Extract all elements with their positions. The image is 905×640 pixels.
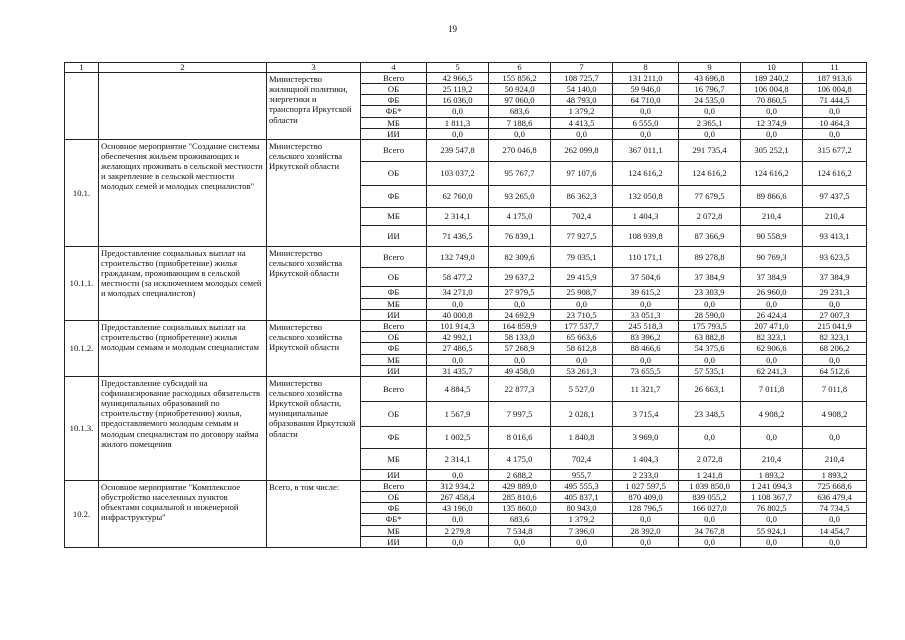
measure-name-cell: Основное мероприятие "Создание системы обеспечения жильем проживающих и желающих проживать в сельской местности и закрепление в сельской местности молодых семей и молодых специалистов" [99,139,267,246]
value-cell: 90 769,3 [741,246,803,267]
value-cell: 4 413,5 [551,117,613,128]
value-cell: 1 404,3 [613,448,679,469]
value-cell: 305 252,1 [741,139,803,161]
value-cell: 175 793,5 [679,321,741,332]
value-cell: 0,0 [551,298,613,309]
value-cell: 106 004,8 [803,84,867,95]
funding-source-cell: ФБ [361,286,427,298]
value-cell: 267 458,4 [427,492,489,503]
funding-source-cell: МБ [361,207,427,225]
value-cell: 4 908,2 [741,401,803,426]
header-row [65,63,867,73]
value-cell: 54 375,6 [679,343,741,354]
value-cell: 24 692,9 [489,309,551,320]
header-cell: 8 [613,63,679,73]
value-cell: 88 466,6 [613,343,679,354]
header-cell: 11 [803,63,867,73]
value-cell: 262 099,8 [551,139,613,161]
value-cell: 5 527,0 [551,376,613,401]
value-cell: 79 035,1 [551,246,613,267]
value-cell: 3 715,4 [613,401,679,426]
header-cell: 2 [99,63,267,73]
measure-name-cell: Предоставление субсидий на софинансирование расходных обязательств муниципальных образований по строительству (приобретению) жилья, предоставляемого молодым семьям и молодым специалистам по договору найма жилого помещения [99,376,267,480]
value-cell: 58 477,2 [427,267,489,286]
header-cell: 9 [679,63,741,73]
value-cell: 7 396,0 [551,525,613,536]
funding-source-cell: ОБ [361,401,427,426]
value-cell: 2 314,1 [427,448,489,469]
executor-cell: Министерство сельского хозяйства Иркутской области [267,321,361,377]
value-cell: 82 323,1 [803,332,867,343]
value-cell: 86 362,3 [551,185,613,207]
value-cell: 43 196,0 [427,503,489,514]
header-cell: 4 [361,63,427,73]
value-cell: 29 231,3 [803,286,867,298]
value-cell: 0,0 [803,298,867,309]
value-cell: 77 927,5 [551,225,613,246]
value-cell: 1 241 094,3 [741,480,803,491]
value-cell: 26 424,4 [741,309,803,320]
measure-name-cell: Предоставление социальных выплат на строительство (приобретение) жилья молодым семьям и молодым специалистам [99,321,267,377]
value-cell: 71 436,5 [427,225,489,246]
value-cell: 2 072,8 [679,448,741,469]
value-cell: 0,0 [803,426,867,448]
value-cell: 59 946,0 [613,84,679,95]
value-cell: 1 027 597,5 [613,480,679,491]
value-cell: 26 960,0 [741,286,803,298]
value-cell: 27 486,5 [427,343,489,354]
value-cell: 3 969,0 [613,426,679,448]
value-cell: 0,0 [741,354,803,365]
value-cell: 1 567,9 [427,401,489,426]
measure-name-cell [99,73,267,140]
value-cell: 870 409,0 [613,492,679,503]
value-cell: 1 404,3 [613,207,679,225]
value-cell: 62 906,6 [741,343,803,354]
header-cell: 6 [489,63,551,73]
executor-cell: Министерство сельского хозяйства Иркутской области [267,246,361,320]
value-cell: 49 458,0 [489,365,551,376]
value-cell: 210,4 [803,448,867,469]
funding-source-cell: ОБ [361,161,427,185]
value-cell: 124 616,2 [679,161,741,185]
value-cell: 82 323,1 [741,332,803,343]
value-cell: 57 535,1 [679,365,741,376]
value-cell: 48 793,0 [551,95,613,106]
value-cell: 239 547,8 [427,139,489,161]
value-cell: 93 265,0 [489,185,551,207]
value-cell: 8 016,6 [489,426,551,448]
value-cell: 636 479,4 [803,492,867,503]
value-cell: 89 278,8 [679,246,741,267]
table-row [65,139,867,161]
value-cell: 210,4 [741,207,803,225]
row-number-cell: 10.1.3. [65,376,99,480]
funding-source-cell: ИИ [361,128,427,139]
value-cell: 58 612,8 [551,343,613,354]
value-cell: 683,6 [489,514,551,525]
value-cell: 187 913,6 [803,73,867,84]
value-cell: 4 884,5 [427,376,489,401]
value-cell: 58 133,0 [489,332,551,343]
value-cell: 54 140,0 [551,84,613,95]
value-cell: 270 046,8 [489,139,551,161]
value-cell: 68 206,2 [803,343,867,354]
value-cell: 128 796,5 [613,503,679,514]
value-cell: 0,0 [613,106,679,117]
table-row [65,480,867,491]
executor-cell: Министерство сельского хозяйства Иркутской области, муниципальные образования Иркутской области [267,376,361,480]
value-cell: 7 011,8 [803,376,867,401]
funding-source-cell: ФБ [361,343,427,354]
header-cell: 3 [267,63,361,73]
value-cell: 2 688,2 [489,469,551,480]
value-cell: 42 966,5 [427,73,489,84]
value-cell: 37 504,6 [613,267,679,286]
measure-name-cell: Предоставление социальных выплат на строительство (приобретение) жилья гражданам, проживающим в сельской местности (за исключением молодых семей и молодых специалистов) [99,246,267,320]
value-cell: 0,0 [679,298,741,309]
value-cell: 26 663,1 [679,376,741,401]
value-cell: 65 663,6 [551,332,613,343]
header-cell: 7 [551,63,613,73]
value-cell: 7 188,6 [489,117,551,128]
table-row [65,376,867,401]
value-cell: 1 241,8 [679,469,741,480]
value-cell: 2 279,8 [427,525,489,536]
value-cell: 166 027,0 [679,503,741,514]
value-cell: 70 860,5 [741,95,803,106]
funding-source-cell: МБ [361,117,427,128]
value-cell: 103 037,2 [427,161,489,185]
value-cell: 124 616,2 [613,161,679,185]
value-cell: 0,0 [427,298,489,309]
value-cell: 0,0 [679,514,741,525]
value-cell: 0,0 [489,298,551,309]
value-cell: 37 384,9 [741,267,803,286]
value-cell: 405 837,1 [551,492,613,503]
value-cell: 25 908,7 [551,286,613,298]
value-cell: 1 811,3 [427,117,489,128]
value-cell: 89 866,6 [741,185,803,207]
value-cell: 1 893,2 [741,469,803,480]
value-cell: 215 041,9 [803,321,867,332]
value-cell: 245 518,3 [613,321,679,332]
value-cell: 0,0 [613,128,679,139]
value-cell: 34 767,8 [679,525,741,536]
funding-source-cell: Всего [361,73,427,84]
table-row [65,321,867,332]
value-cell: 839 055,2 [679,492,741,503]
value-cell: 0,0 [427,106,489,117]
row-number-cell [65,73,99,140]
funding-source-cell: Всего [361,246,427,267]
value-cell: 0,0 [427,514,489,525]
value-cell: 0,0 [613,354,679,365]
value-cell: 131 211,0 [613,73,679,84]
value-cell: 2 028,1 [551,401,613,426]
value-cell: 28 590,0 [679,309,741,320]
budget-table [64,62,867,548]
value-cell: 0,0 [741,426,803,448]
value-cell: 10 464,3 [803,117,867,128]
value-cell: 7 997,5 [489,401,551,426]
value-cell: 312 934,2 [427,480,489,491]
value-cell: 42 992,1 [427,332,489,343]
measure-name-cell: Основное мероприятие "Комплексное обустройство населенных пунктов объектами социальной и инженерной инфраструктуры" [99,480,267,547]
value-cell: 367 011,1 [613,139,679,161]
value-cell: 124 616,2 [803,161,867,185]
value-cell: 0,0 [679,106,741,117]
header-cell: 5 [427,63,489,73]
value-cell: 57 268,9 [489,343,551,354]
header-cell: 1 [65,63,99,73]
table-row [65,73,867,84]
value-cell: 64 710,0 [613,95,679,106]
funding-source-cell: ОБ [361,267,427,286]
value-cell: 37 384,9 [803,267,867,286]
value-cell: 0,0 [741,128,803,139]
value-cell: 210,4 [741,448,803,469]
value-cell: 285 810,6 [489,492,551,503]
value-cell: 27 979,5 [489,286,551,298]
value-cell: 40 000,8 [427,309,489,320]
value-cell: 76 802,5 [741,503,803,514]
executor-cell: Министерство жилищной политики, энергетики и транспорта Иркутской области [267,73,361,140]
value-cell: 106 004,8 [741,84,803,95]
value-cell: 0,0 [741,298,803,309]
value-cell: 62 760,0 [427,185,489,207]
value-cell: 39 615,2 [613,286,679,298]
funding-source-cell: МБ [361,298,427,309]
value-cell: 0,0 [551,354,613,365]
value-cell: 683,6 [489,106,551,117]
page-number: 19 [448,24,457,34]
value-cell: 4 175,0 [489,207,551,225]
value-cell: 0,0 [427,469,489,480]
value-cell: 55 924,1 [741,525,803,536]
funding-source-cell: Всего [361,139,427,161]
value-cell: 63 882,8 [679,332,741,343]
value-cell: 291 735,4 [679,139,741,161]
value-cell: 702,4 [551,207,613,225]
funding-source-cell: ОБ [361,332,427,343]
funding-source-cell: МБ [361,525,427,536]
value-cell: 0,0 [613,298,679,309]
value-cell: 0,0 [803,354,867,365]
funding-source-cell: ФБ [361,185,427,207]
value-cell: 135 860,0 [489,503,551,514]
value-cell: 33 051,3 [613,309,679,320]
value-cell: 2 233,0 [613,469,679,480]
value-cell: 37 384,9 [679,267,741,286]
value-cell: 53 261,3 [551,365,613,376]
value-cell: 97 060,0 [489,95,551,106]
value-cell: 0,0 [427,536,489,547]
funding-source-cell: Всего [361,480,427,491]
value-cell: 0,0 [803,514,867,525]
value-cell: 0,0 [613,536,679,547]
value-cell: 74 734,5 [803,503,867,514]
value-cell: 0,0 [679,128,741,139]
value-cell: 495 555,3 [551,480,613,491]
value-cell: 4 908,2 [803,401,867,426]
row-number-cell: 10.1.1. [65,246,99,320]
value-cell: 31 435,7 [427,365,489,376]
funding-source-cell: ИИ [361,469,427,480]
value-cell: 955,7 [551,469,613,480]
header-cell: 10 [741,63,803,73]
value-cell: 429 889,0 [489,480,551,491]
value-cell: 315 677,2 [803,139,867,161]
funding-source-cell: ИИ [361,225,427,246]
value-cell: 155 856,2 [489,73,551,84]
value-cell: 87 366,9 [679,225,741,246]
value-cell: 1 002,5 [427,426,489,448]
value-cell: 29 415,9 [551,267,613,286]
executor-cell: Всего, в том числе: [267,480,361,547]
value-cell: 124 616,2 [741,161,803,185]
value-cell: 2 314,1 [427,207,489,225]
value-cell: 177 537,7 [551,321,613,332]
value-cell: 702,4 [551,448,613,469]
value-cell: 34 271,0 [427,286,489,298]
value-cell: 0,0 [427,128,489,139]
value-cell: 7 011,8 [741,376,803,401]
value-cell: 0,0 [741,514,803,525]
value-cell: 29 637,2 [489,267,551,286]
value-cell: 0,0 [679,354,741,365]
value-cell: 132 050,8 [613,185,679,207]
value-cell: 4 175,0 [489,448,551,469]
value-cell: 28 392,0 [613,525,679,536]
funding-source-cell: ФБ [361,503,427,514]
funding-source-cell: ФБ [361,95,427,106]
value-cell: 73 655,5 [613,365,679,376]
row-number-cell: 10.2. [65,480,99,547]
value-cell: 1 840,8 [551,426,613,448]
value-cell: 71 444,5 [803,95,867,106]
value-cell: 0,0 [679,536,741,547]
value-cell: 83 396,2 [613,332,679,343]
value-cell: 50 924,0 [489,84,551,95]
funding-source-cell: ФБ* [361,514,427,525]
value-cell: 164 859,9 [489,321,551,332]
value-cell: 101 914,3 [427,321,489,332]
value-cell: 0,0 [613,514,679,525]
funding-source-cell: ОБ [361,492,427,503]
value-cell: 27 007,3 [803,309,867,320]
value-cell: 12 374,9 [741,117,803,128]
value-cell: 24 535,0 [679,95,741,106]
value-cell: 16 796,7 [679,84,741,95]
value-cell: 108 939,8 [613,225,679,246]
executor-cell: Министерство сельского хозяйства Иркутской области [267,139,361,246]
value-cell: 90 558,9 [741,225,803,246]
value-cell: 23 303,9 [679,286,741,298]
value-cell: 6 555,0 [613,117,679,128]
value-cell: 210,4 [803,207,867,225]
value-cell: 0,0 [489,536,551,547]
value-cell: 1 379,2 [551,106,613,117]
value-cell: 82 309,6 [489,246,551,267]
value-cell: 2 365,1 [679,117,741,128]
value-cell: 23 710,5 [551,309,613,320]
value-cell: 95 767,7 [489,161,551,185]
funding-source-cell: ОБ [361,84,427,95]
funding-source-cell: Всего [361,321,427,332]
value-cell: 725 668,6 [803,480,867,491]
value-cell: 14 454,7 [803,525,867,536]
value-cell: 23 348,5 [679,401,741,426]
value-cell: 62 241,3 [741,365,803,376]
value-cell: 207 471,0 [741,321,803,332]
value-cell: 16 036,0 [427,95,489,106]
value-cell: 22 877,3 [489,376,551,401]
value-cell: 1 108 367,7 [741,492,803,503]
value-cell: 7 534,8 [489,525,551,536]
funding-source-cell: ИИ [361,309,427,320]
funding-source-cell: ФБ* [361,106,427,117]
value-cell: 0,0 [427,354,489,365]
value-cell: 43 696,8 [679,73,741,84]
table-row [65,246,867,267]
value-cell: 132 749,0 [427,246,489,267]
value-cell: 0,0 [551,128,613,139]
value-cell: 97 437,5 [803,185,867,207]
value-cell: 189 240,2 [741,73,803,84]
value-cell: 110 171,1 [613,246,679,267]
value-cell: 0,0 [803,536,867,547]
value-cell: 0,0 [679,426,741,448]
funding-source-cell: Всего [361,376,427,401]
value-cell: 0,0 [803,106,867,117]
value-cell: 25 119,2 [427,84,489,95]
row-number-cell: 10.1.2. [65,321,99,377]
value-cell: 1 893,2 [803,469,867,480]
row-number-cell: 10.1. [65,139,99,246]
funding-source-cell: МБ [361,354,427,365]
value-cell: 1 379,2 [551,514,613,525]
funding-source-cell: ФБ [361,426,427,448]
value-cell: 64 512,6 [803,365,867,376]
value-cell: 97 107,6 [551,161,613,185]
value-cell: 80 943,0 [551,503,613,514]
value-cell: 0,0 [489,354,551,365]
value-cell: 93 623,5 [803,246,867,267]
value-cell: 0,0 [489,128,551,139]
value-cell: 0,0 [803,128,867,139]
funding-source-cell: ИИ [361,536,427,547]
funding-source-cell: МБ [361,448,427,469]
value-cell: 108 725,7 [551,73,613,84]
value-cell: 0,0 [741,106,803,117]
value-cell: 1 039 850,0 [679,480,741,491]
value-cell: 93 413,1 [803,225,867,246]
value-cell: 76 839,1 [489,225,551,246]
value-cell: 11 321,7 [613,376,679,401]
value-cell: 0,0 [551,536,613,547]
value-cell: 2 072,8 [679,207,741,225]
funding-source-cell: ИИ [361,365,427,376]
value-cell: 0,0 [741,536,803,547]
value-cell: 77 679,5 [679,185,741,207]
